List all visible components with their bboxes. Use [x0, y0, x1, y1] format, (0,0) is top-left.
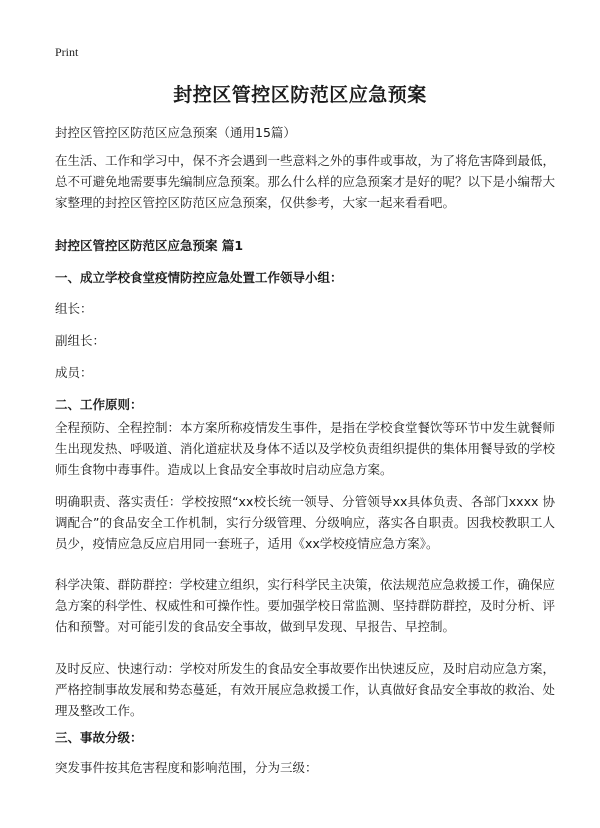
- intro-paragraph: 在生活、工作和学习中，保不齐会遇到一些意料之外的事件或事故，为了将危害降到最低，总不可避免地需要事先编制应急预案。那么什么样的应急预案才是好的呢？以下是小编帮大家整理的封控区管控区防范区应急预案，仅供参考，大家一起来看看吧。: [55, 153, 556, 210]
- heading-accident-levels: 三、事故分级：: [55, 730, 143, 745]
- section-title: 封控区管控区防范区应急预案 篇1: [55, 238, 244, 253]
- leader-label: 组长：: [55, 301, 93, 316]
- paragraph-prevention: 全程预防、全程控制：本方案所称疫情发生事件，是指在学校食堂餐饮等环节中发生就餐师生出现发热、呼吸道、消化道症状及身体不适以及学校负责组织提供的集体用餐导致的学校师生食物中毒事件。造成以上食品安全事故时启动应急方案。: [55, 420, 556, 477]
- paragraph-reaction: 及时反应、快速行动：学校对所发生的食品安全事故要作出快速反应，及时启动应急方案，严格控制事故发展和势态蔓延，有效开展应急救援工作，认真做好食品安全事故的救治、处理及整改工作。: [55, 661, 556, 718]
- heading-work-principles: 二、工作原则：: [55, 397, 143, 412]
- vice-leader-label: 副组长：: [55, 333, 106, 348]
- document-subtitle: 封控区管控区防范区应急预案（通用15篇）: [55, 125, 296, 140]
- members-label: 成员：: [55, 365, 93, 380]
- paragraph-decision: 科学决策、群防群控：学校建立组织，实行科学民主决策，依法规范应急救援工作，确保应急方案的科学性、权威性和可操作性。要加强学校日常监测、坚持群防群控，及时分析、评估和预警。对可能引发的食品安全事故，做到早发现、早报告、早控制。: [55, 577, 556, 634]
- paragraph-responsibility: 明确职责、落实责任：学校按照“xx校长统一领导、分管领导xx具体负责、各部门xxxx 协调配合”的食品安全工作机制，实行分级管理、分级响应，落实各自职责。因我校教职工人员少，疫情应急反应启用同一套班子，适用《xx学校疫情应急方案》。: [55, 494, 555, 551]
- print-link[interactable]: Print: [55, 45, 79, 59]
- heading-leadership-group: 一、成立学校食堂疫情防控应急处置工作领导小组：: [55, 270, 343, 285]
- document-title: 封控区管控区防范区应急预案: [173, 84, 427, 106]
- paragraph-levels: 突发事件按其危害程度和影响范围，分为三级：: [55, 760, 318, 775]
